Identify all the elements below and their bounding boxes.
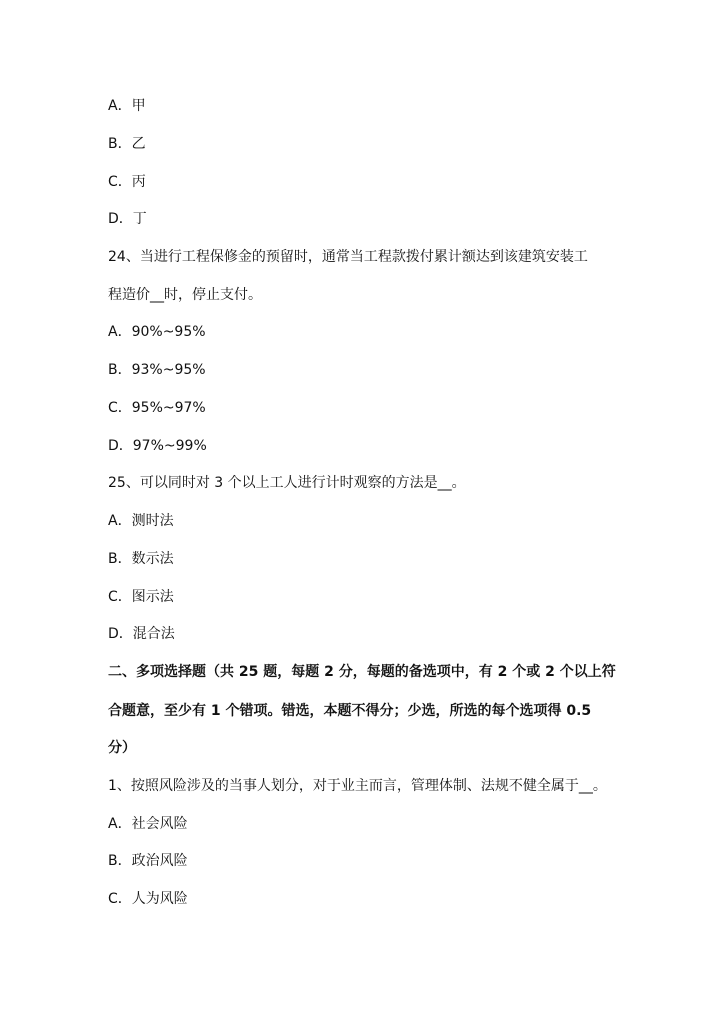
q23-option-a: A．甲 <box>108 98 146 114</box>
q23-option-c: C．丙 <box>108 174 146 190</box>
q24-option-b: B．93%~95% <box>108 362 206 378</box>
mq1-option-b: B．政治风险 <box>108 853 188 869</box>
q23-option-d: D．丁 <box>108 211 147 227</box>
mq1-option-c: C．人为风险 <box>108 891 188 907</box>
q24-stem-line2: 程造价__时，停止支付。 <box>108 287 262 303</box>
q25-option-c: C．图示法 <box>108 589 174 605</box>
mq1-stem: 1、按照风险涉及的当事人划分，对于业主而言，管理体制、法规不健全属于__。 <box>108 778 607 794</box>
section2-heading-line3: 分） <box>108 740 136 756</box>
q25-option-b: B．数示法 <box>108 551 174 567</box>
q24-stem-line1: 24、当进行工程保修金的预留时，通常当工程款拨付累计额达到该建筑安装工 <box>108 249 588 265</box>
q25-stem: 25、可以同时对 3 个以上工人进行计时观察的方法是__。 <box>108 475 466 491</box>
section2-heading-line2: 合题意，至少有 1 个错项。错选，本题不得分；少选，所选的每个选项得 0.5 <box>108 703 592 719</box>
q24-option-a: A．90%~95% <box>108 324 206 340</box>
q23-option-b: B．乙 <box>108 136 146 152</box>
mq1-option-a: A．社会风险 <box>108 816 188 832</box>
q24-option-d: D．97%~99% <box>108 438 207 454</box>
q24-option-c: C．95%~97% <box>108 400 206 416</box>
q25-option-d: D．混合法 <box>108 626 175 642</box>
q25-option-a: A．测时法 <box>108 513 174 529</box>
section2-heading-line1: 二、多项选择题（共 25 题，每题 2 分，每题的备选项中，有 2 个或 2 个以上符 <box>108 664 616 680</box>
